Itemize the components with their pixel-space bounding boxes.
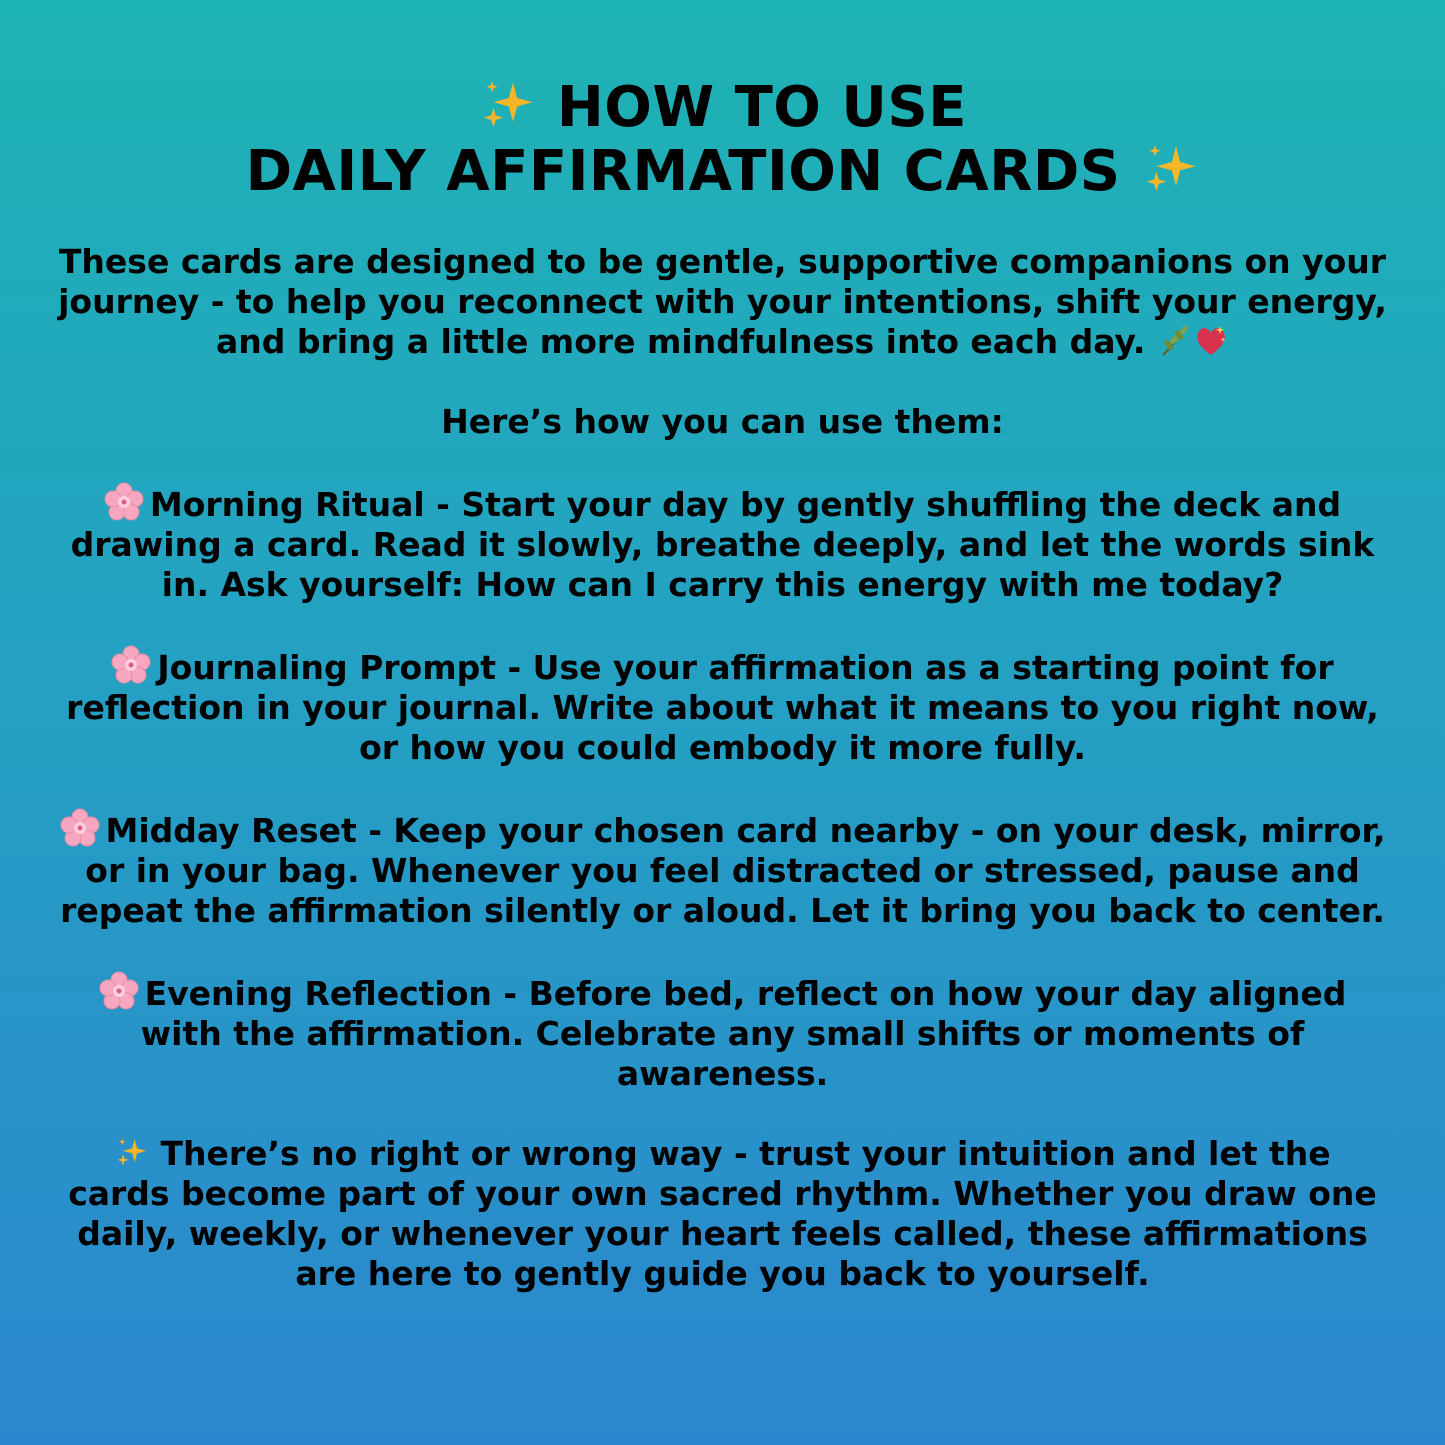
- cherry-blossom-icon: [104, 482, 144, 522]
- title-line-2-text: DAILY AFFIRMATION CARDS: [245, 139, 1121, 204]
- title-line-1: [58, 76, 1387, 140]
- item-text: Midday Reset - Keep your chosen card nearby - on your desk, mirror, or in your bag. Whenever you feel distracted or stressed, pause and repeat the affirmation silently or aloud. Let it bring you back to center.: [60, 811, 1386, 930]
- title-line-2: [58, 140, 1387, 204]
- list-item: [58, 645, 1387, 768]
- lead-in: Here’s how you can use them:: [441, 402, 1004, 441]
- item-text: Evening Reflection - Before bed, reflect on how your day aligned with the affirmation. Celebrate any small shifts or moments of awareness.: [140, 974, 1347, 1093]
- item-text: Journaling Prompt - Use your affirmation as a starting point for reflection in your journal. Write about what it means to you right now, or how you could embody it more fully.: [66, 648, 1379, 767]
- intro-text: These cards are designed to be gentle, supportive companions on your journey - to help you reconnect with your intentions, shift your energy, and bring a little more mindfulness into each day.: [58, 242, 1387, 361]
- list-item: [58, 482, 1387, 605]
- herb-icon: [1157, 323, 1193, 359]
- sparkles-icon: [1141, 141, 1200, 197]
- cherry-blossom-icon: [99, 971, 139, 1011]
- intro-paragraph: [58, 242, 1387, 362]
- page-title: [58, 76, 1387, 204]
- cherry-blossom-icon: [60, 808, 100, 848]
- cherry-blossom-icon: [111, 645, 151, 685]
- list-item: [58, 808, 1387, 931]
- item-text: Morning Ritual - Start your day by gently shuffling the deck and drawing a card. Read it slowly, breathe deeply, and let the words sink in. Ask yourself: How can I carry this energy with me today?: [70, 485, 1375, 604]
- title-line-1-text: HOW TO USE: [556, 75, 967, 140]
- sparkling-heart-icon: [1193, 323, 1229, 359]
- closing-paragraph: [58, 1134, 1387, 1294]
- sparkles-icon: [114, 1136, 149, 1169]
- sparkles-icon: [478, 77, 537, 133]
- list-item: [58, 971, 1387, 1094]
- closing-text: There’s no right or wrong way - trust your intuition and let the cards become part of your own sacred rhythm. Whether you draw one daily, weekly, or whenever your heart feels called, these affirmations are here to gently guide you back to yourself.: [68, 1134, 1377, 1293]
